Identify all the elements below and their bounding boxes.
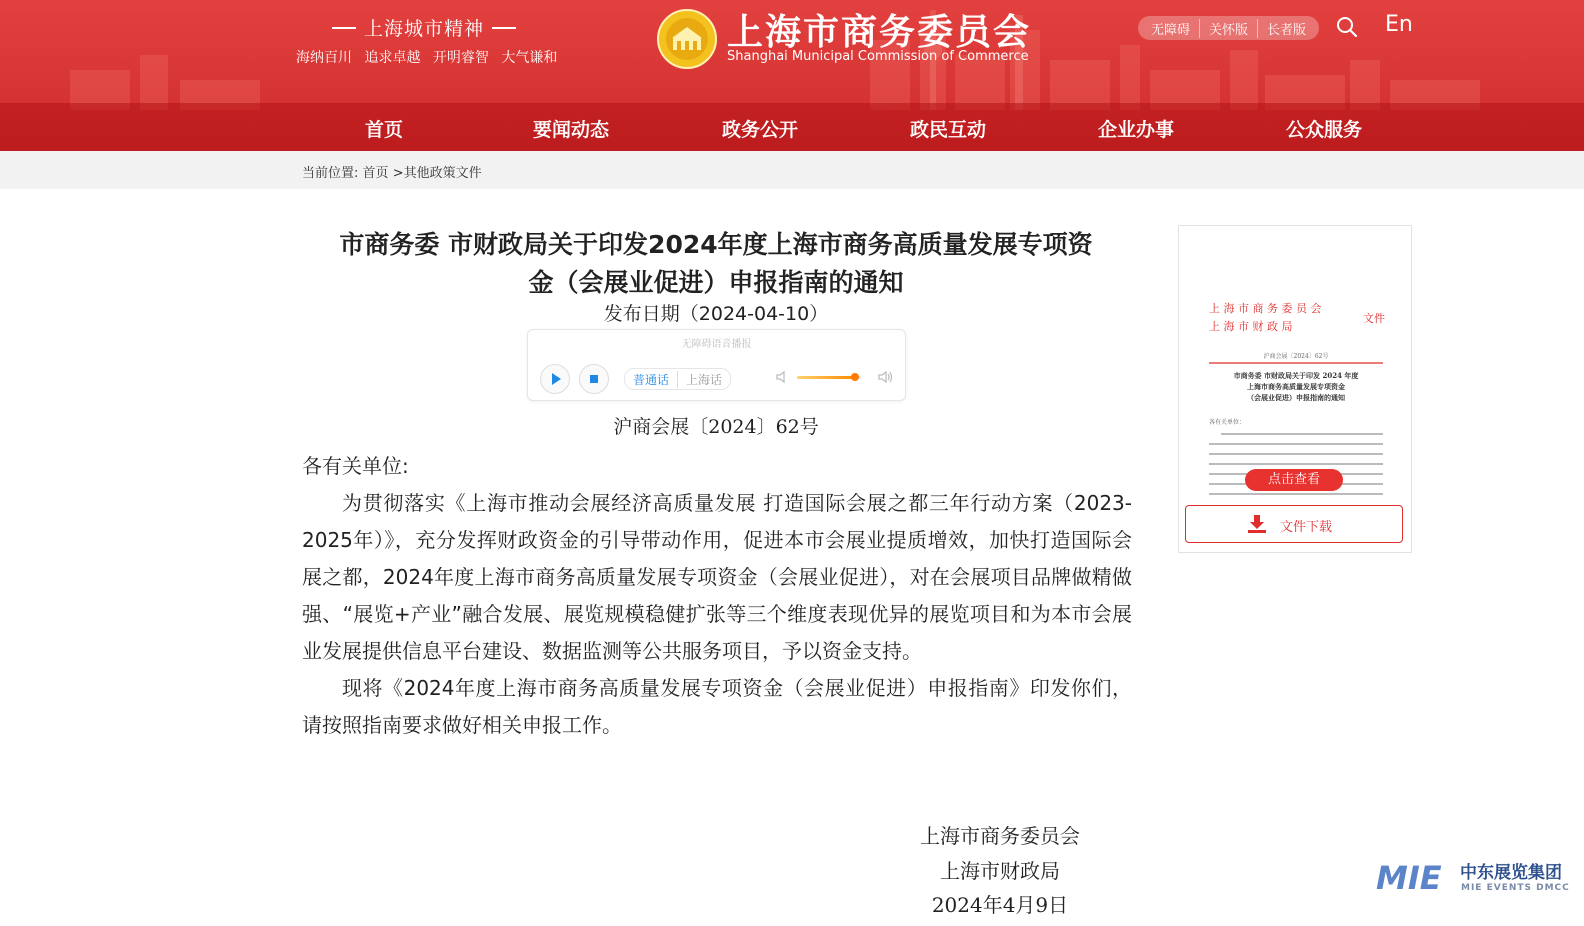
search-icon[interactable] (1336, 16, 1358, 38)
thumb-title-2: 上海市商务高质量发展专项资金 (1247, 382, 1345, 391)
accessibility-pills (1138, 16, 1319, 40)
stop-icon (580, 365, 608, 393)
watermark-logo-icon (1374, 856, 1460, 896)
nav-business[interactable]: 企业办事 (1098, 119, 1175, 141)
thumb-salutation: 各有关单位： (1209, 419, 1246, 426)
volume-knob[interactable] (851, 373, 859, 381)
dash-left (332, 27, 356, 29)
publish-date: 发布日期（2024-04-10） (603, 303, 829, 325)
thumb-title-3: （会展业促进）申报指南的通知 (1247, 393, 1345, 402)
nav-home[interactable]: 首页 (365, 119, 404, 141)
breadcrumb-home[interactable]: 首页 (362, 166, 389, 181)
download-icon (1246, 514, 1268, 534)
paragraph-2: 现将《2024年度上海市商务高质量发展专项资金（会展业促进）申报指南》印发你们，请按照指南要求做好相关申报工作。 (302, 676, 1132, 737)
watermark (1374, 856, 1574, 900)
salutation: 各有关单位: (302, 454, 409, 478)
watermark-cn: 中东展览集团 (1460, 863, 1562, 883)
accessibility-link[interactable]: 无障碍 (1142, 19, 1200, 38)
volume-fill (797, 376, 855, 379)
nav-public-service[interactable]: 公众服务 (1286, 119, 1363, 141)
elder-mode-link[interactable]: 长者版 (1267, 22, 1307, 38)
city-spirit-title (296, 14, 557, 41)
watermark-en: MIE EVENTS DMCC (1461, 883, 1570, 893)
city-spirit-text: 上海城市精神 (364, 18, 485, 40)
breadcrumb (0, 151, 1584, 189)
document-thumbnail[interactable] (1201, 286, 1391, 496)
english-link[interactable]: En (1385, 12, 1413, 37)
signature-date: 2024年4月9日 (931, 893, 1069, 917)
city-spirit-subtitle: 海纳百川 追求卓越 开明睿智 大气谦和 (296, 50, 558, 66)
shanghainese-option[interactable]: 上海话 (677, 371, 730, 388)
article-title-line1: 市商务委 市财政局关于印发2024年度上海市商务高质量发展专项资 (339, 230, 1093, 259)
audio-player-caption: 无障碍语音播报 (681, 339, 752, 350)
site-title[interactable]: 上海市商务委员会 (727, 12, 1032, 53)
download-label: 文件下载 (1280, 520, 1333, 535)
mandarin-option[interactable]: 普通话 (633, 372, 670, 387)
volume-slider[interactable] (797, 376, 861, 379)
thumb-header-commerce: 上 海 市 商 务 委 员 会 (1209, 302, 1322, 315)
paragraph-1: 为贯彻落实《上海市推动会展经济高质量发展 打造国际会展之都三年行动方案（2023-2025年）》，充分发挥财政资金的引导带动作用，促进本市会展业提质增效，加快打造国际会展之都，2024年度上海市商务高质量发展专项资金（会展业促进），对在会展项目品牌做精做强、“展览+产业”融合发展、展览规模稳健扩张等三个维度表现优异的展览项目和为本市会展业发展提供信息平台建设、数据监测等公共服务项目，予以资金支持。 (302, 491, 1132, 663)
play-icon (541, 365, 569, 393)
nav-news[interactable]: 要闻动态 (533, 119, 610, 141)
breadcrumb-label: 当前位置: (302, 166, 359, 181)
site-subtitle: Shanghai Municipal Commission of Commerce (727, 49, 1029, 64)
main-nav (0, 103, 1584, 151)
document-number: 沪商会展〔2024〕62号 (613, 416, 819, 438)
thumb-title-1: 市商务委 市财政局关于印发 2024 年度 (1233, 371, 1359, 380)
volume-up-icon[interactable] (877, 369, 895, 385)
nav-gov-info[interactable]: 政务公开 (722, 119, 799, 141)
document-preview-panel (1178, 225, 1412, 553)
breadcrumb-current[interactable]: >其他政策文件 (392, 166, 482, 181)
thumb-header-finance: 上 海 市 财 政 局 (1209, 320, 1293, 333)
watermark-logo-text: MIE (1376, 859, 1442, 896)
nav-interaction[interactable]: 政民互动 (910, 119, 987, 141)
signatory-finance: 上海市财政局 (940, 859, 1060, 883)
audio-controls (538, 364, 898, 394)
article-body (302, 448, 1132, 744)
emblem-logo-icon[interactable] (656, 8, 718, 70)
thumb-docno: 沪商会展〔2024〕62号 (1263, 353, 1329, 360)
view-document-button[interactable]: 点击查看 (1245, 469, 1343, 491)
dialect-switch (624, 368, 731, 390)
article-title (300, 226, 1132, 302)
play-button[interactable] (540, 364, 570, 394)
city-spirit (296, 14, 557, 67)
site-header (0, 0, 1584, 151)
volume-down-icon[interactable] (775, 369, 791, 385)
thumb-header-tag: 文件 (1363, 312, 1385, 325)
breadcrumb-trail (302, 162, 482, 181)
audio-player (527, 329, 906, 401)
download-button[interactable] (1185, 505, 1403, 543)
stop-button[interactable] (579, 364, 609, 394)
article-title-line2: 金（会展业促进）申报指南的通知 (528, 268, 904, 297)
dash-right (492, 27, 516, 29)
signatory-commerce: 上海市商务委员会 (920, 824, 1080, 848)
care-mode-link[interactable]: 关怀版 (1200, 19, 1258, 38)
